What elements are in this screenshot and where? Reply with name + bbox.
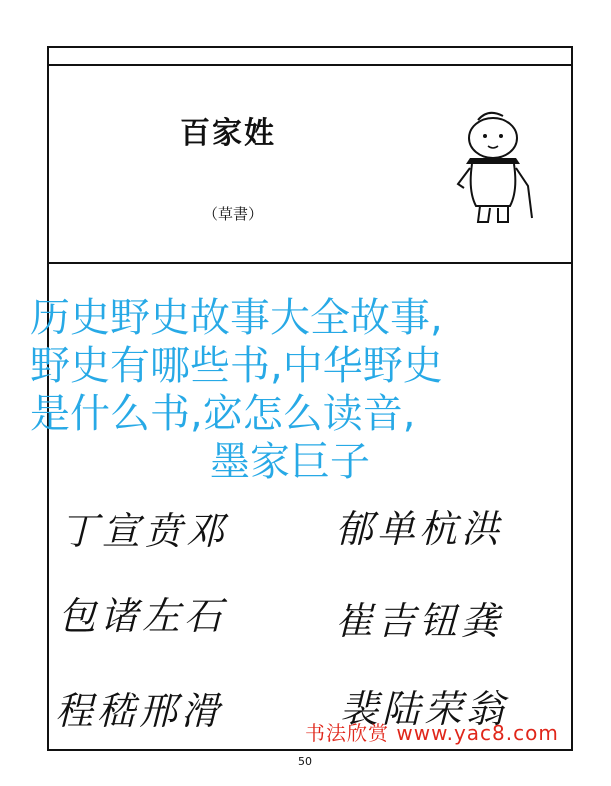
calligraphy-row2-left: 包诸左石 [58,594,227,638]
calligraphy-row1-right: 郁单杭洪 [335,507,504,551]
child-figure-illustration [448,106,538,226]
calligraphy-row3-right: 裴陆荣翁 [340,687,509,731]
site-watermark: 书法欣赏 www.yac8.com [305,721,559,745]
script-style-label: （草書） [203,205,264,223]
overlay-line-1: 历史野史故事大全故事, [30,295,443,341]
overlay-line-2: 野史有哪些书,中华野史 [30,343,443,389]
overlay-line-4: 墨家巨子 [210,439,370,485]
page-number: 50 [298,755,312,768]
calligraphy-row1-left: 丁宣贲邓 [60,509,229,553]
overlay-line-3: 是什么书,宓怎么读音, [30,391,416,437]
header-divider [47,262,573,264]
top-rule [47,64,573,66]
book-title: 百家姓 [180,116,276,151]
calligraphy-row2-right: 崔吉钮龚 [335,599,504,643]
overlay-headline [30,294,590,486]
calligraphy-row3-left: 程嵇邢滑 [55,689,224,733]
